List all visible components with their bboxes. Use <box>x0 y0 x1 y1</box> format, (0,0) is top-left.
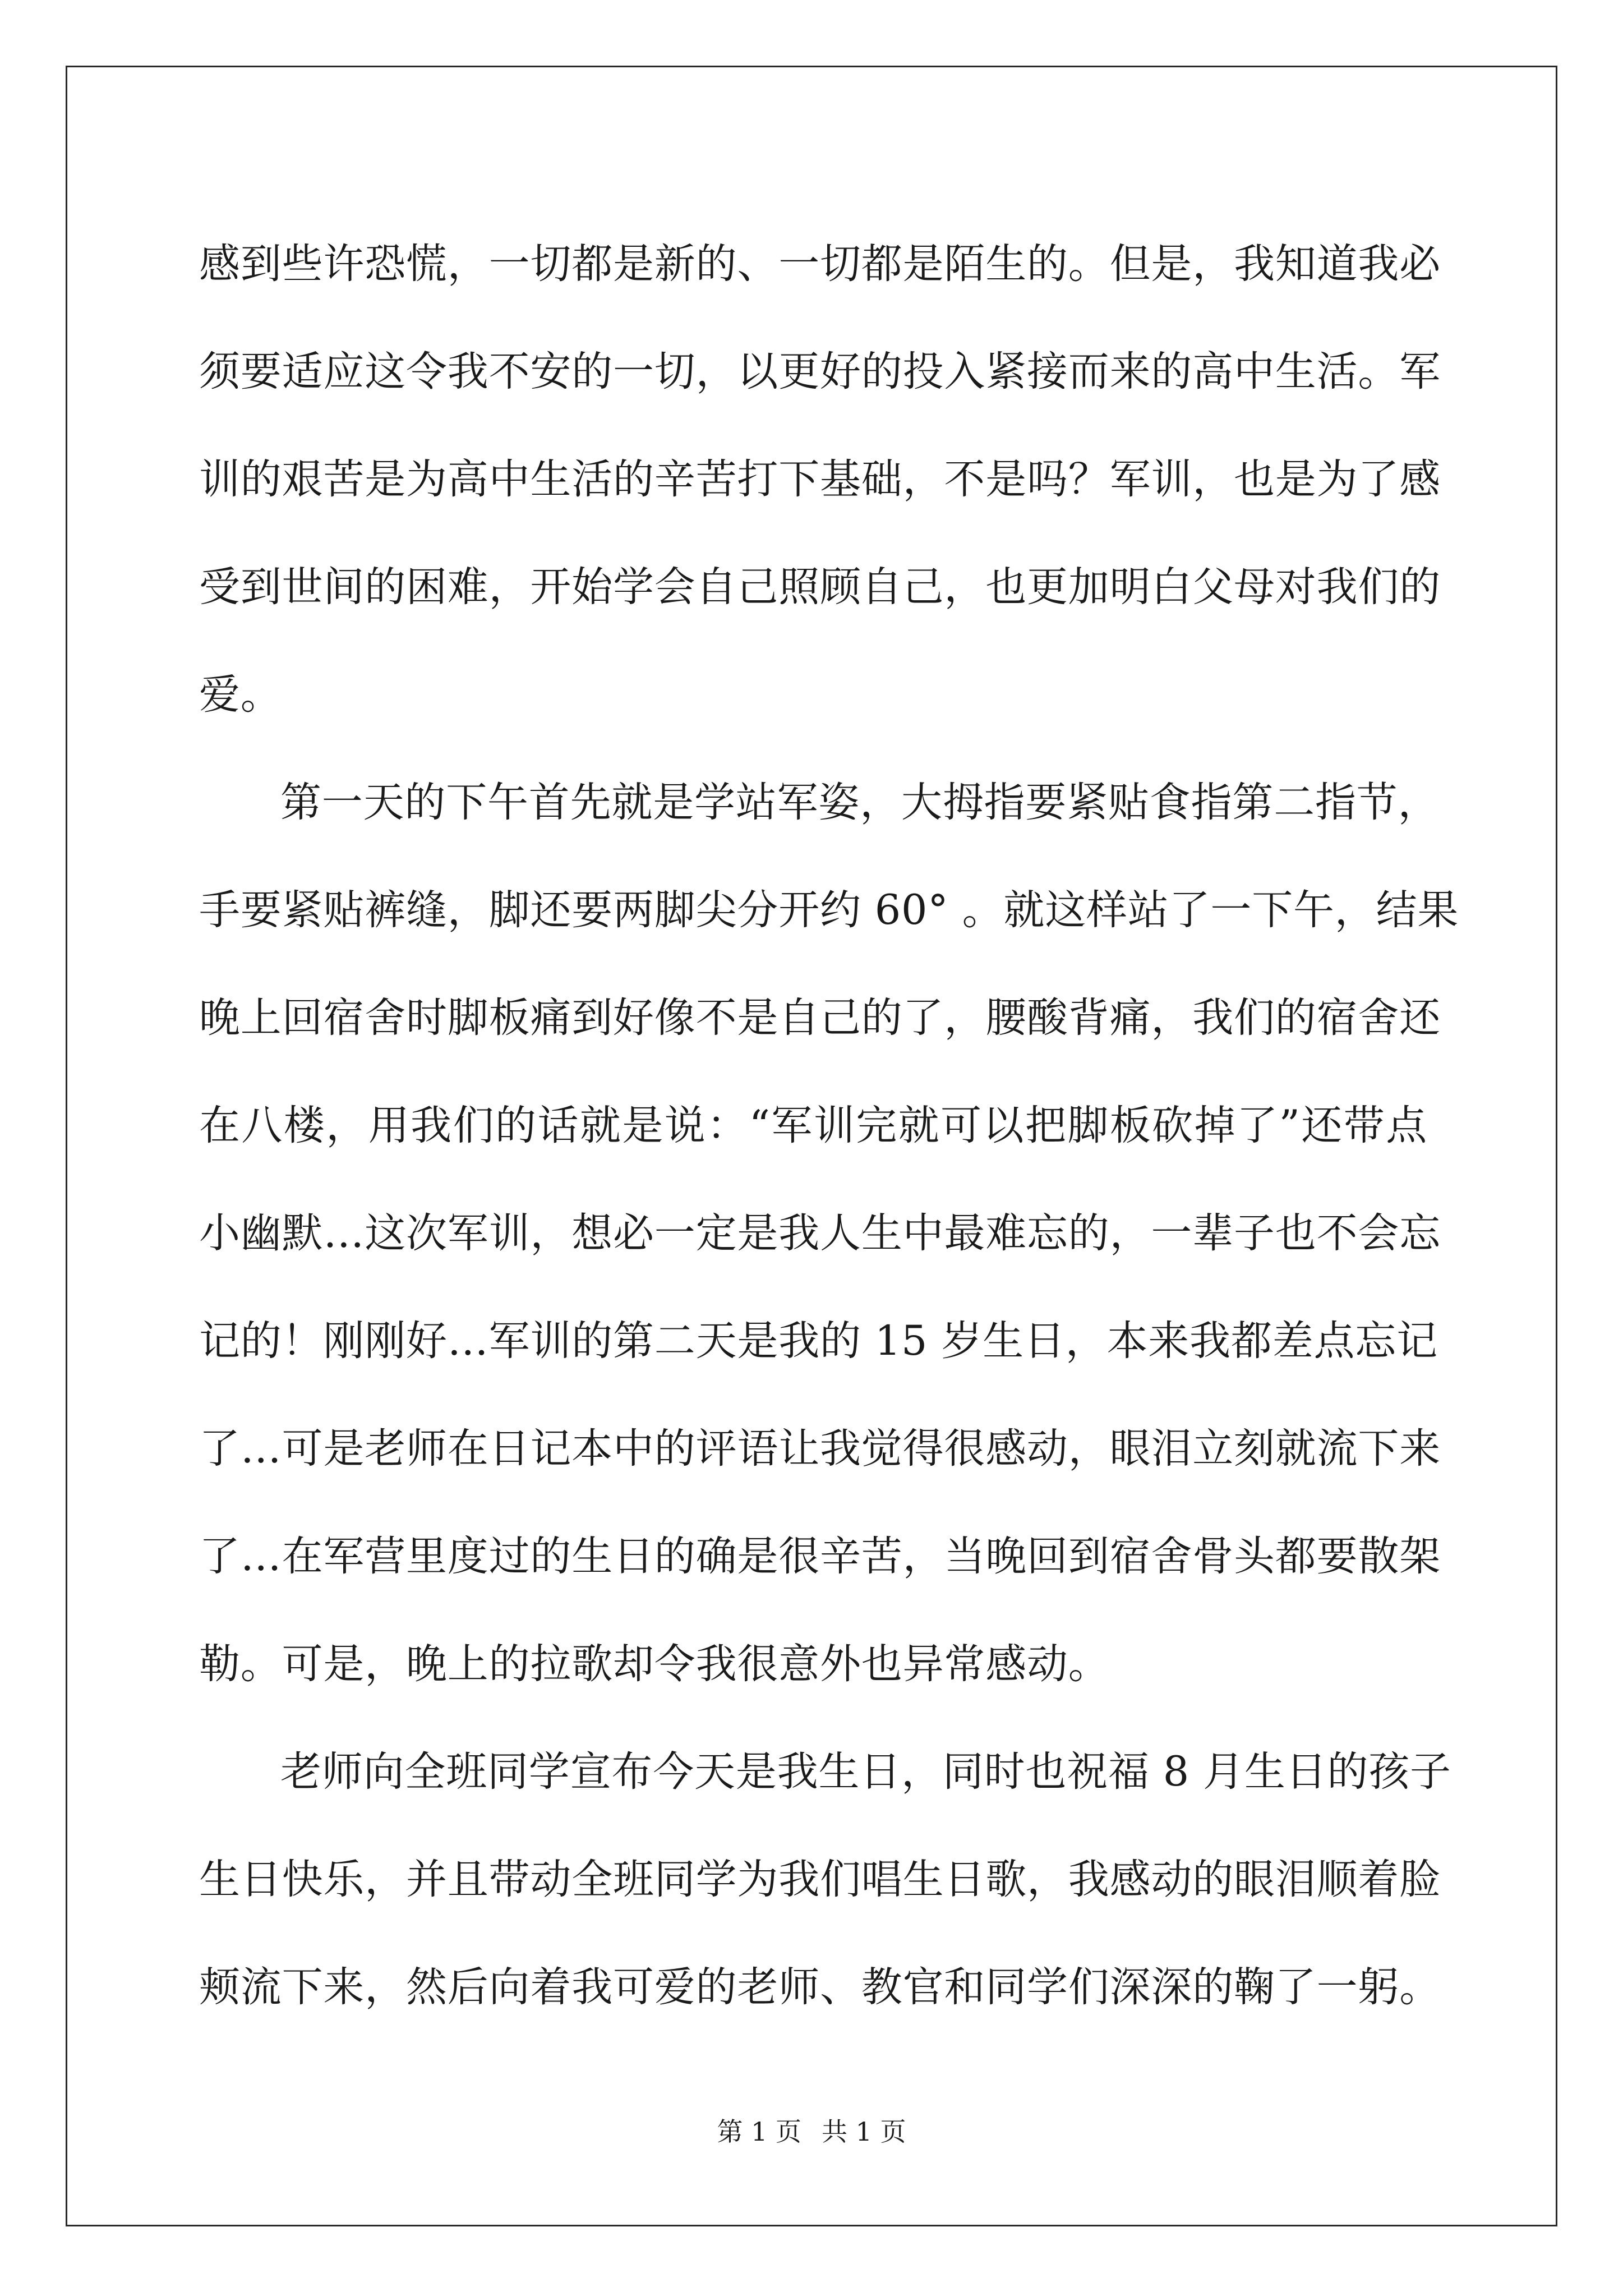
text-line: 在八楼，用我们的话就是说：“军训完就可以把脚板砍掉了”还带点 <box>199 1102 1427 1149</box>
page-number: 第 1 页 <box>717 2116 801 2147</box>
text-line: 勒。可是，晚上的拉歌却令我很意外也异常感动。 <box>199 1640 1110 1688</box>
text-line: 须要适应这令我不安的一切，以更好的投入紧接而来的高中生活。军 <box>199 348 1441 395</box>
text-line: 第一天的下午首先就是学站军姿，大拇指要紧贴食指第二指节， <box>280 779 1440 826</box>
text-line: 了…在军营里度过的生日的确是很辛苦，当晚回到宿舍骨头都要散架 <box>199 1533 1441 1580</box>
text-line: 训的艰苦是为高中生活的辛苦打下基础，不是吗？军训，也是为了感 <box>199 455 1441 503</box>
page-total: 共 1 页 <box>822 2116 906 2147</box>
text-line: 小幽默…这次军训，想必一定是我人生中最难忘的，一辈子也不会忘 <box>199 1209 1441 1257</box>
page-footer <box>0 2115 1623 2148</box>
document-body <box>199 210 1459 2041</box>
text-line: 手要紧贴裤缝，脚还要两脚尖分开约 60° 。就这样站了一下午，结果 <box>199 886 1459 934</box>
text-line: 记的！刚刚好…军训的第二天是我的 15 岁生日，本来我都差点忘记 <box>199 1317 1438 1365</box>
text-line: 感到些许恐慌，一切都是新的、一切都是陌生的。但是，我知道我必 <box>199 240 1441 288</box>
text-line: 了…可是老师在日记本中的评语让我觉得很感动，眼泪立刻就流下来 <box>199 1425 1441 1473</box>
text-line: 受到世间的困难，开始学会自己照顾自己，也更加明白父母对我们的 <box>199 563 1441 611</box>
text-line: 生日快乐，并且带动全班同学为我们唱生日歌，我感动的眼泪顺着脸 <box>199 1856 1441 1903</box>
text-line: 晚上回宿舍时脚板痛到好像不是自己的了，腰酸背痛，我们的宿舍还 <box>199 994 1441 1042</box>
text-line: 老师向全班同学宣布今天是我生日，同时也祝福 8 月生日的孩子 <box>280 1748 1451 1796</box>
text-line: 颊流下来，然后向着我可爱的老师、教官和同学们深深的鞠了一躬。 <box>199 1963 1441 2011</box>
text-line: 爱。 <box>199 671 282 719</box>
